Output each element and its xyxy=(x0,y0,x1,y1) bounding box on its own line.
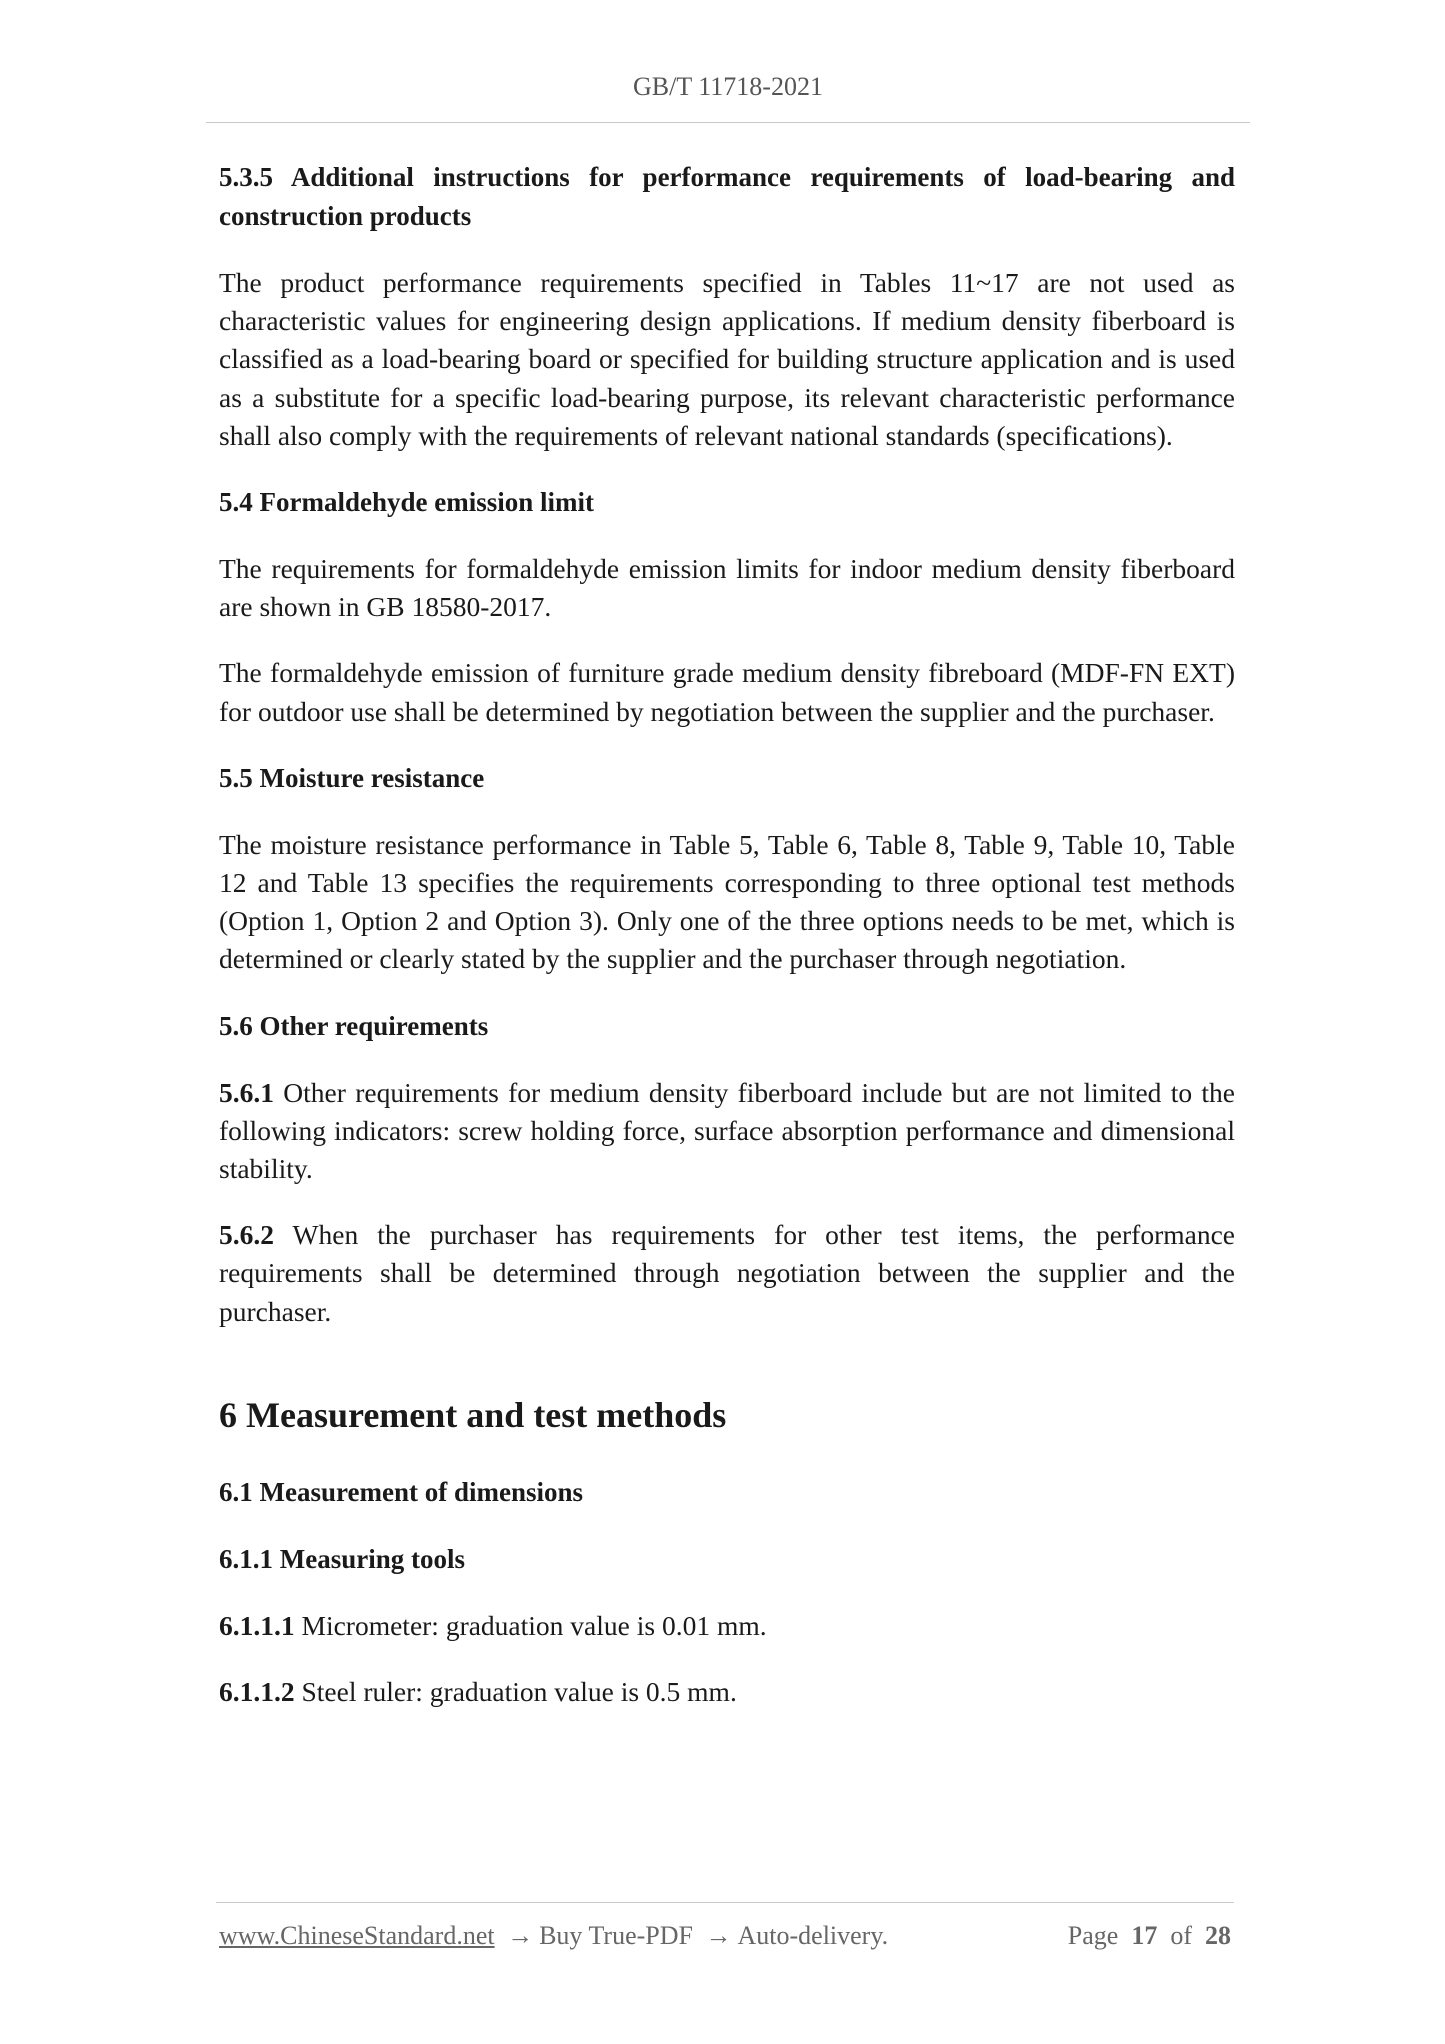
arrow-right-icon: → xyxy=(507,1921,534,1950)
footer-divider xyxy=(216,1902,1234,1903)
clause-5-6-1-text: Other requirements for medium density fiberboard include but are not limited to the following indicators: screw holding force, surface absorption performance and dimensional stability. xyxy=(219,1076,1235,1185)
clause-6-1-1-1-number: 6.1.1.1 xyxy=(219,1609,295,1641)
section-5-5-heading: 5.5 Moisture resistance xyxy=(219,762,485,793)
chinese-standard-link[interactable]: www.ChineseStandard.net xyxy=(219,1921,495,1950)
page-indicator xyxy=(1068,1921,1231,1951)
section-5-5-paragraph: The moisture resistance performance in Table 5, Table 6, Table 8, Table 9, Table 10, Table 12 and Table 13 specifies the requirements corresponding to three optional test methods (Option 1, Option 2 and Option 3). Only one of the three options needs to be met, which is determined or clearly stated by the supplier and the purchaser through negotiation. xyxy=(219,828,1235,975)
page-content xyxy=(219,158,1235,1711)
section-5-4-paragraph-2: The formaldehyde emission of furniture grade medium density fibreboard (MDF-FN EXT) for outdoor use shall be determined by negotiation between the supplier and the purchaser. xyxy=(219,657,1235,727)
section-5-6-heading: 5.6 Other requirements xyxy=(219,1010,489,1041)
section-6-1-1-heading: 6.1.1 Measuring tools xyxy=(219,1543,465,1574)
chapter-6-heading: 6 Measurement and test methods xyxy=(219,1394,727,1435)
buy-true-pdf-text: Buy True-PDF xyxy=(539,1921,693,1950)
footer-promo xyxy=(219,1921,888,1951)
current-page-number: 17 xyxy=(1131,1921,1158,1950)
clause-5-6-2-text: When the purchaser has requirements for other test items, the performance requirements shall be determined through negotiation between the supplier and the purchaser. xyxy=(219,1219,1235,1327)
section-5-3-5-heading: 5.3.5 Additional instructions for performance requirements of load-bearing and construction products xyxy=(219,162,1235,231)
section-5-4-paragraph-1: The requirements for formaldehyde emission limits for indoor medium density fiberboard are shown in GB 18580-2017. xyxy=(219,553,1235,623)
section-5-3-5-paragraph: The product performance requirements specified in Tables 11~17 are not used as characteristic values for engineering design applications. If medium density fiberboard is classified as a load-bearing board or specified for building structure application and is used as a substitute for a specific load-bearing purpose, its relevant characteristic performance shall also comply with the requirements of relevant national standards (specifications). xyxy=(219,267,1235,451)
auto-delivery-text: Auto-delivery. xyxy=(737,1921,889,1950)
section-5-4-heading: 5.4 Formaldehyde emission limit xyxy=(219,487,594,518)
header-divider xyxy=(206,122,1250,123)
page-word: Page xyxy=(1067,1921,1119,1950)
page-footer xyxy=(219,1921,1231,1951)
clause-5-6-2 xyxy=(219,1216,1235,1331)
clause-5-6-1-number: 5.6.1 xyxy=(219,1076,274,1108)
standard-code-header: GB/T 11718-2021 xyxy=(633,72,823,101)
clause-6-1-1-2-number: 6.1.1.2 xyxy=(219,1676,295,1708)
section-6-1-heading: 6.1 Measurement of dimensions xyxy=(219,1476,583,1507)
clause-6-1-1-1-text: Micrometer: graduation value is 0.01 mm. xyxy=(294,1609,767,1641)
clause-6-1-1-1 xyxy=(219,1607,1235,1645)
total-page-number: 28 xyxy=(1205,1921,1231,1950)
clause-5-6-2-number: 5.6.2 xyxy=(219,1219,274,1251)
clause-5-6-1 xyxy=(219,1074,1235,1189)
arrow-right-icon: → xyxy=(705,1921,732,1950)
clause-6-1-1-2 xyxy=(219,1673,1235,1711)
clause-6-1-1-2-text: Steel ruler: graduation value is 0.5 mm. xyxy=(294,1676,737,1708)
of-word: of xyxy=(1170,1921,1192,1950)
